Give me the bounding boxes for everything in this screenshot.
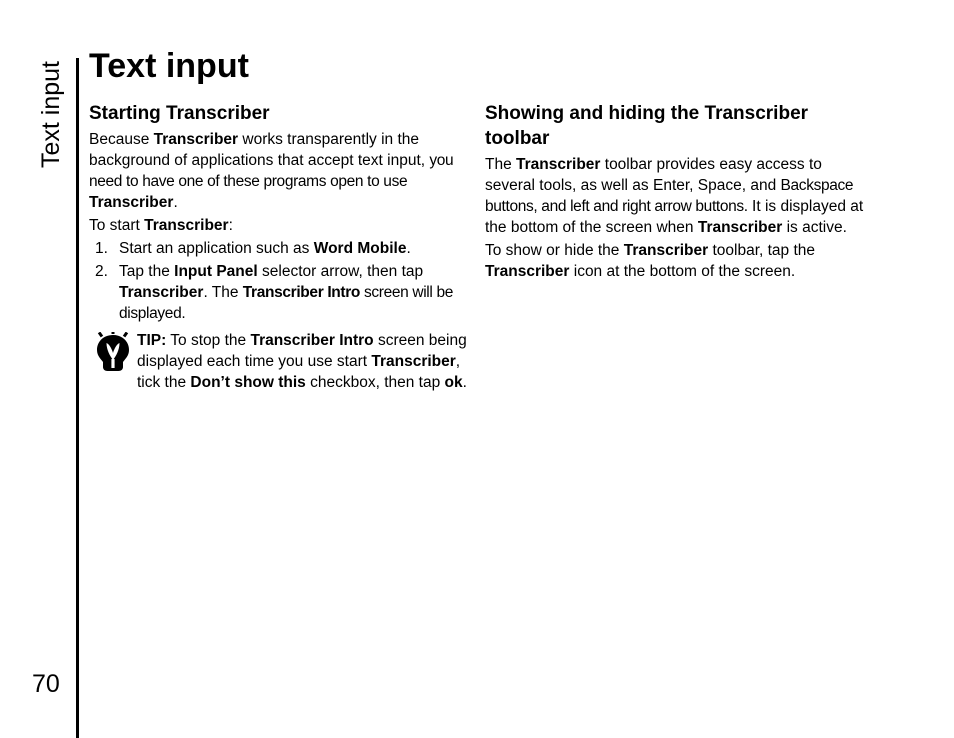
tip-text <box>137 330 469 393</box>
text-run: Because <box>89 131 154 148</box>
text-run: . <box>173 194 178 211</box>
term-input-panel: Input Panel <box>174 263 258 280</box>
show-hide-paragraph <box>485 240 870 282</box>
text-run: toolbar, tap the <box>708 242 816 259</box>
tip-callout <box>89 330 469 393</box>
step-number: 2. <box>95 263 108 280</box>
term-transcriber: Transcriber <box>371 353 456 370</box>
term-transcriber: Transcriber <box>485 263 570 280</box>
term-transcriber: Transcriber <box>697 219 783 236</box>
list-item <box>89 238 469 259</box>
section-heading-starting-transcriber: Starting Transcriber <box>89 103 270 124</box>
page-number: 70 <box>32 670 60 698</box>
lightbulb-icon <box>94 332 132 372</box>
text-run: It is displayed at the bottom of the screen when <box>485 198 864 236</box>
page-title: Text input <box>89 47 249 85</box>
text-run: selector arrow, then tap <box>257 263 424 280</box>
tip-label: TIP: <box>137 332 167 349</box>
term-transcriber: Transcriber <box>89 194 174 211</box>
text-run: , tick the <box>137 353 461 391</box>
left-column <box>89 101 469 393</box>
term-transcriber-intro: Transcriber Intro <box>242 284 361 301</box>
text-run: you need to have one of these programs open to use <box>89 152 454 190</box>
text-run: To start <box>89 217 145 234</box>
text-run: Backspace buttons, and left and right arrow buttons. <box>485 177 854 215</box>
term-word-mobile: Word Mobile <box>313 240 407 257</box>
term-ok: ok <box>444 374 463 391</box>
step-number: 1. <box>95 240 108 257</box>
right-column <box>485 101 870 284</box>
to-start-paragraph <box>89 215 469 236</box>
text-run: Start an application such as <box>119 240 314 257</box>
text-run: toolbar provides easy access to several tools, as well as Enter, Space, and <box>485 156 822 194</box>
section-heading-showing-hiding-toolbar: Showing and hiding the Transcriber toolbar <box>485 103 809 149</box>
text-run: screen being displayed each time you use start <box>137 332 467 370</box>
text-run: To show or hide the <box>485 242 624 259</box>
vertical-divider-rule <box>76 58 79 738</box>
text-run: The <box>485 156 517 173</box>
text-run: : <box>228 217 233 234</box>
text-run: screen will be displayed. <box>119 284 453 322</box>
text-run: checkbox, then tap <box>305 374 445 391</box>
list-item <box>89 261 469 324</box>
text-run: is active. <box>782 219 847 236</box>
side-section-label: Text input <box>37 60 65 168</box>
toolbar-description-paragraph <box>485 154 870 238</box>
term-transcriber: Transcriber <box>119 284 204 301</box>
text-run: works transparently in the background of applications that accept text input, <box>89 131 430 169</box>
term-transcriber: Transcriber <box>516 156 601 173</box>
text-run: To stop the <box>166 332 251 349</box>
text-run: . The <box>203 284 243 301</box>
term-transcriber: Transcriber <box>144 217 229 234</box>
text-run: Tap the <box>119 263 175 280</box>
text-run: icon at the bottom of the screen. <box>569 263 796 280</box>
term-transcriber: Transcriber <box>153 131 239 148</box>
term-dont-show-this: Don’t show this <box>190 374 306 391</box>
text-run: . <box>462 374 467 391</box>
term-transcriber: Transcriber <box>623 242 709 259</box>
intro-paragraph <box>89 129 469 213</box>
term-transcriber-intro: Transcriber Intro <box>250 332 374 349</box>
text-run: . <box>406 240 411 257</box>
steps-list <box>89 238 469 324</box>
